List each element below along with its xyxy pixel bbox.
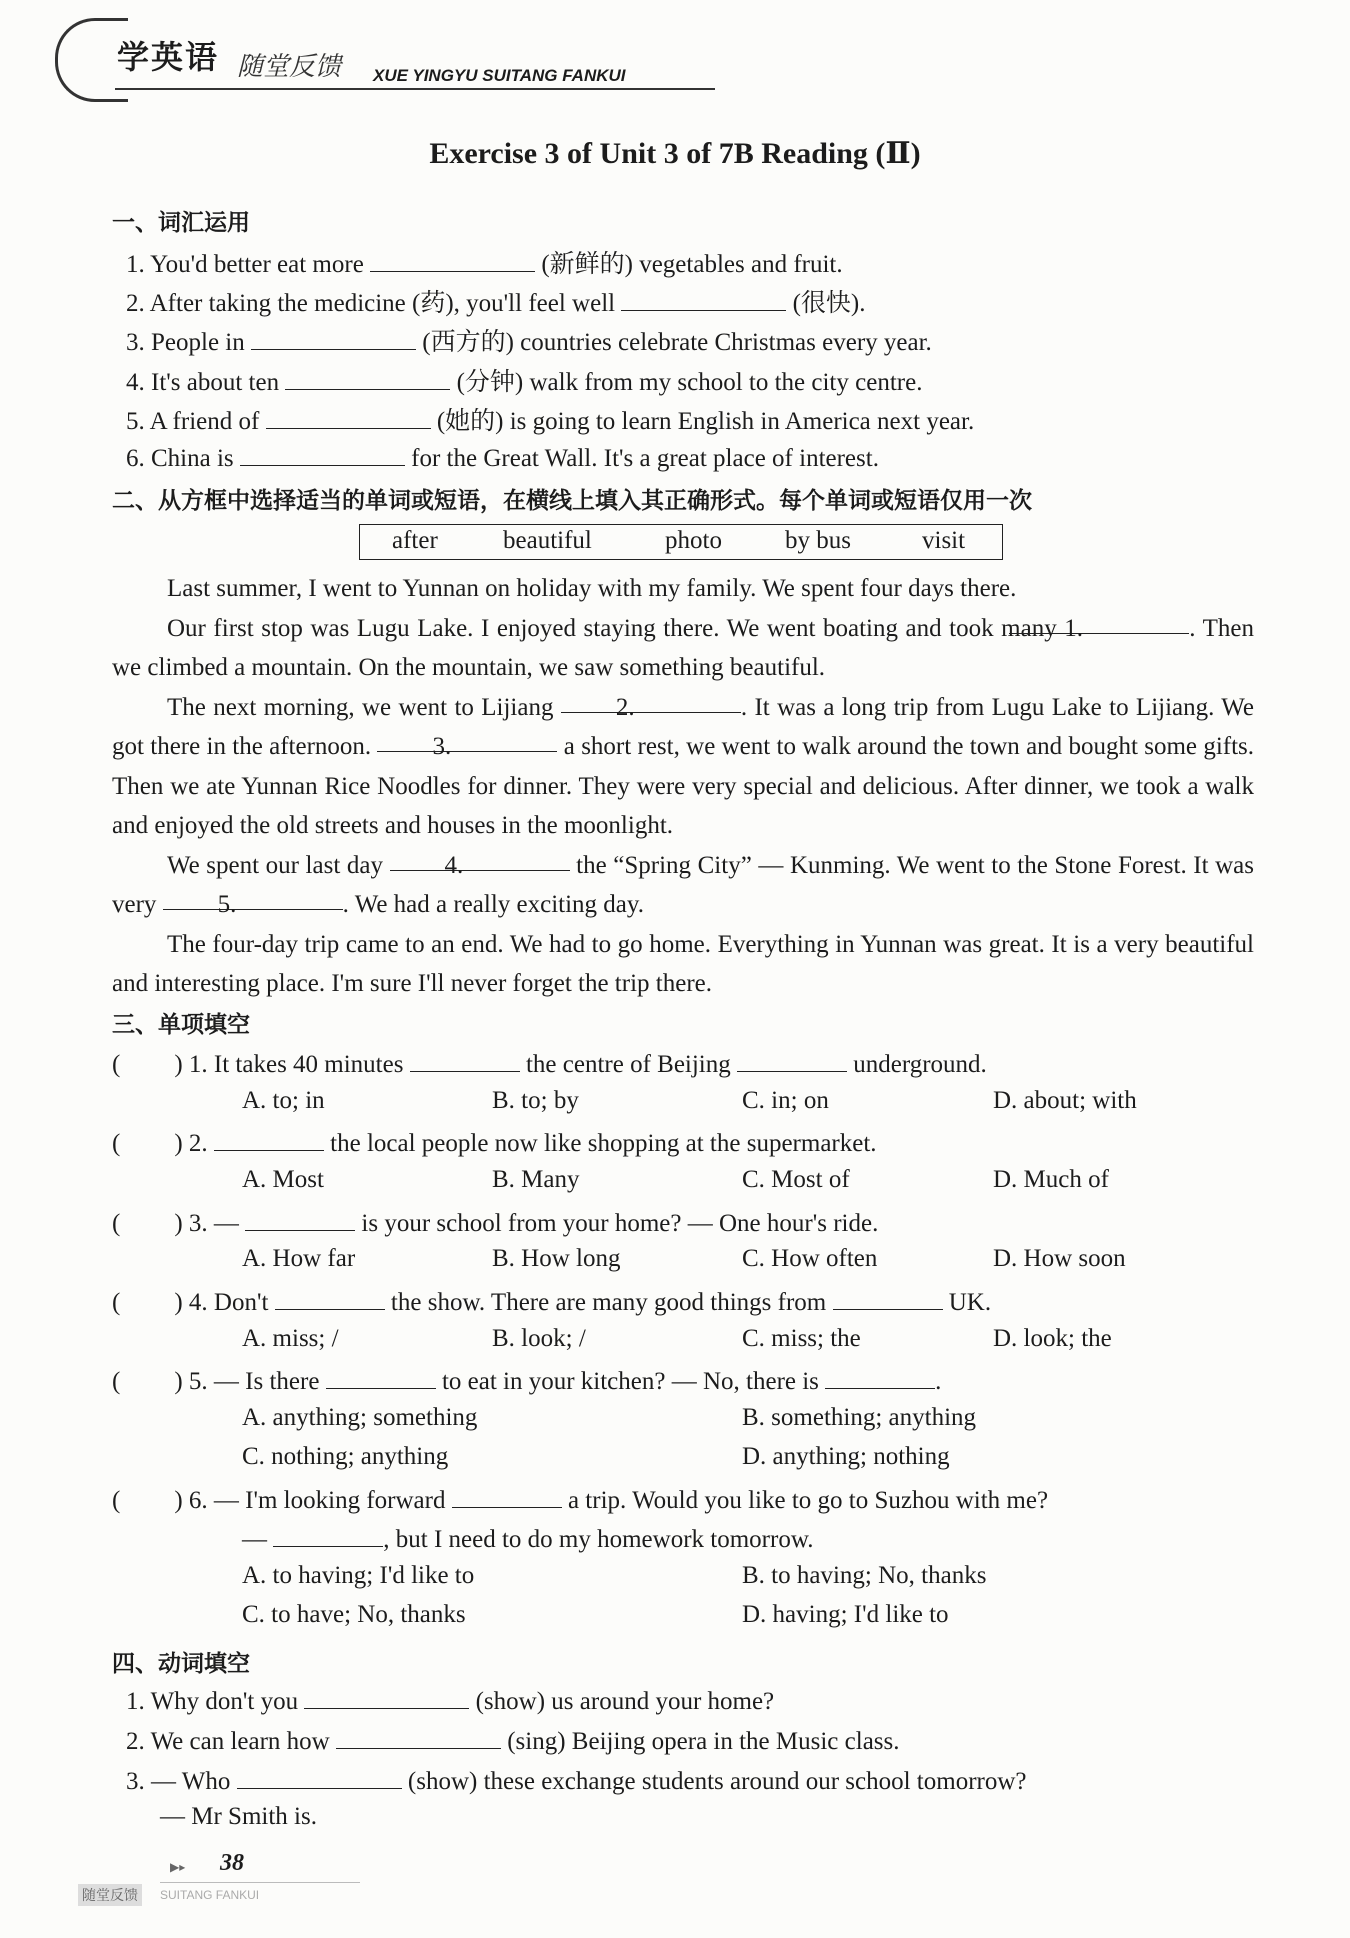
option-d[interactable]: D. look; the <box>993 1325 1112 1352</box>
vocab-item-2: 2. After taking the medicine (药), you'll feel well (很快). <box>126 283 866 319</box>
word-bank-item: beautiful <box>503 527 592 554</box>
passage-paragraph: The four-day trip came to an end. We had to go home. Everything in Yunnan was great. It is a very beautiful and interesting place. I'm sure I'll never forget the trip there. <box>112 930 1254 997</box>
option-b[interactable]: B. something; anything <box>742 1404 977 1431</box>
section-2-heading: 二、从方框中选择适当的单词或短语，在横线上填入其正确形式。每个单词或短语仅用一次 <box>112 488 1032 514</box>
option-a[interactable]: A. to; in <box>242 1087 325 1114</box>
option-d[interactable]: D. about; with <box>993 1087 1137 1114</box>
passage-paragraph: The next morning, we went to Lijiang 2. . It was a long trip from Lugu Lake to Lijiang. We got there in the afternoon. 3. a short rest, we went to walk around the town and bought some gifts. Then we ate Yunnan Rice Noodles for dinner. They were very special and delicious. After dinner, we took a walk and enjoyed the old streets and houses in the moonlight. <box>112 688 1254 846</box>
answer-blank[interactable] <box>237 1764 402 1789</box>
answer-blank[interactable] <box>266 404 431 429</box>
section-1-heading: 一、词汇运用 <box>112 210 250 236</box>
vocab-item-4: 4. It's about ten (分钟) walk from my school to the city centre. <box>126 362 922 398</box>
answer-blank[interactable] <box>273 1522 383 1547</box>
vocab-item-3: 3. People in (西方的) countries celebrate Christmas every year. <box>126 322 932 358</box>
verb-item-1: 1. Why don't you (show) us around your home? <box>126 1684 774 1716</box>
choice-q3: ( ) 3. — is your school from your home? — One hour's ride. <box>112 1206 878 1238</box>
answer-blank[interactable] <box>621 286 786 311</box>
verb-item-2: 2. We can learn how (sing) Beijing opera in the Music class. <box>126 1724 900 1756</box>
answer-blank[interactable] <box>245 1206 355 1231</box>
choice-q5: ( ) 5. — Is there to eat in your kitchen? — No, there is . <box>112 1364 941 1396</box>
word-bank-item: photo <box>665 527 722 554</box>
option-d[interactable]: D. Much of <box>993 1166 1109 1193</box>
passage-blank-1[interactable]: 1. <box>1009 609 1189 634</box>
passage-blank-4[interactable]: 4. <box>390 846 570 871</box>
word-bank-item: by bus <box>785 527 851 554</box>
passage-paragraph: Last summer, I went to Yunnan on holiday with my family. We spent four days there. <box>167 575 1017 602</box>
answer-blank[interactable] <box>410 1047 520 1072</box>
section-3-heading: 三、单项填空 <box>112 1012 250 1038</box>
passage-blank-3[interactable]: 3. <box>377 727 557 752</box>
option-b[interactable]: B. to having; No, thanks <box>742 1562 987 1589</box>
option-d[interactable]: D. anything; nothing <box>742 1443 950 1470</box>
header-rule <box>115 88 715 90</box>
option-d[interactable]: D. How soon <box>993 1245 1126 1272</box>
footer-rule <box>160 1882 360 1883</box>
option-c[interactable]: C. Most of <box>742 1166 850 1193</box>
series-pinyin: XUE YINGYU SUITANG FANKUI <box>373 66 626 85</box>
page-footer <box>78 1850 378 1910</box>
option-c[interactable]: C. How often <box>742 1245 878 1272</box>
book-header <box>55 18 675 100</box>
option-b[interactable]: B. look; / <box>492 1325 586 1352</box>
option-b[interactable]: B. to; by <box>492 1087 579 1114</box>
choice-q1: ( ) 1. It takes 40 minutes the centre of Beijing underground. <box>112 1047 987 1079</box>
vocab-item-1: 1. You'd better eat more (新鲜的) vegetables and fruit. <box>126 244 843 280</box>
word-bank-item: visit <box>922 527 966 554</box>
vocab-item-5: 5. A friend of (她的) is going to learn English in America next year. <box>126 401 974 437</box>
passage-blank-2[interactable]: 2. <box>561 688 741 713</box>
option-d[interactable]: D. having; I'd like to <box>742 1601 949 1628</box>
page-title: Exercise 3 of Unit 3 of 7B Reading (Ⅱ) <box>429 137 921 170</box>
option-a[interactable]: A. anything; something <box>242 1404 478 1431</box>
answer-blank[interactable] <box>737 1047 847 1072</box>
choice-q6: ( ) 6. — I'm looking forward a trip. Would you like to go to Suzhou with me? <box>112 1483 1048 1515</box>
option-a[interactable]: A. to having; I'd like to <box>242 1562 475 1589</box>
reading-passage <box>112 569 1254 1004</box>
vocab-item-6: 6. China is for the Great Wall. It's a great place of interest. <box>126 441 879 473</box>
passage-paragraph: Our first stop was Lugu Lake. I enjoyed staying there. We went boating and took many 1. . Then we climbed a mountain. On the mountain, we saw something beautiful. <box>112 609 1254 688</box>
choice-q4: ( ) 4. Don't the show. There are many good things from UK. <box>112 1285 991 1317</box>
series-title: 学英语 <box>117 38 220 76</box>
option-a[interactable]: A. Most <box>242 1166 324 1193</box>
option-b[interactable]: B. How long <box>492 1245 621 1272</box>
answer-blank[interactable] <box>336 1724 501 1749</box>
answer-blank[interactable] <box>275 1285 385 1310</box>
answer-blank[interactable] <box>326 1364 436 1389</box>
option-c[interactable]: C. miss; the <box>742 1325 861 1352</box>
answer-blank[interactable] <box>285 365 450 390</box>
series-subtitle: 随堂反馈 <box>237 52 342 82</box>
answer-blank[interactable] <box>240 441 405 466</box>
option-a[interactable]: A. How far <box>242 1245 356 1272</box>
option-c[interactable]: C. nothing; anything <box>242 1443 449 1470</box>
option-c[interactable]: C. in; on <box>742 1087 829 1114</box>
verb-item-3-response: — Mr Smith is. <box>160 1803 317 1830</box>
answer-blank[interactable] <box>214 1126 324 1151</box>
section-4-heading: 四、动词填空 <box>112 1651 250 1677</box>
option-b[interactable]: B. Many <box>492 1166 580 1193</box>
passage-paragraph: We spent our last day 4. the “Spring City” — Kunming. We went to the Stone Forest. It was very 5. . We had a really exciting day. <box>112 846 1254 925</box>
footer-tag: 随堂反馈 <box>78 1884 142 1906</box>
word-bank-box <box>359 524 1003 560</box>
page-number: 38 <box>220 1850 244 1876</box>
passage-blank-5[interactable]: 5. <box>163 885 343 910</box>
answer-blank[interactable] <box>825 1364 935 1389</box>
answer-blank[interactable] <box>833 1285 943 1310</box>
answer-blank[interactable] <box>370 247 535 272</box>
word-bank-item: after <box>392 527 438 554</box>
triangle-icon: ▶▸ <box>170 1860 186 1874</box>
verb-item-3: 3. — Who (show) these exchange students around our school tomorrow? <box>126 1764 1027 1796</box>
choice-q6-line-2: — , but I need to do my homework tomorrow. <box>242 1522 814 1554</box>
choice-q2: ( ) 2. the local people now like shopping at the supermarket. <box>112 1126 877 1158</box>
option-c[interactable]: C. to have; No, thanks <box>242 1601 466 1628</box>
answer-blank[interactable] <box>304 1684 469 1709</box>
answer-blank[interactable] <box>452 1483 562 1508</box>
footer-tag-pinyin: SUITANG FANKUI <box>160 1888 260 1902</box>
answer-blank[interactable] <box>251 325 416 350</box>
option-a[interactable]: A. miss; / <box>242 1325 339 1352</box>
